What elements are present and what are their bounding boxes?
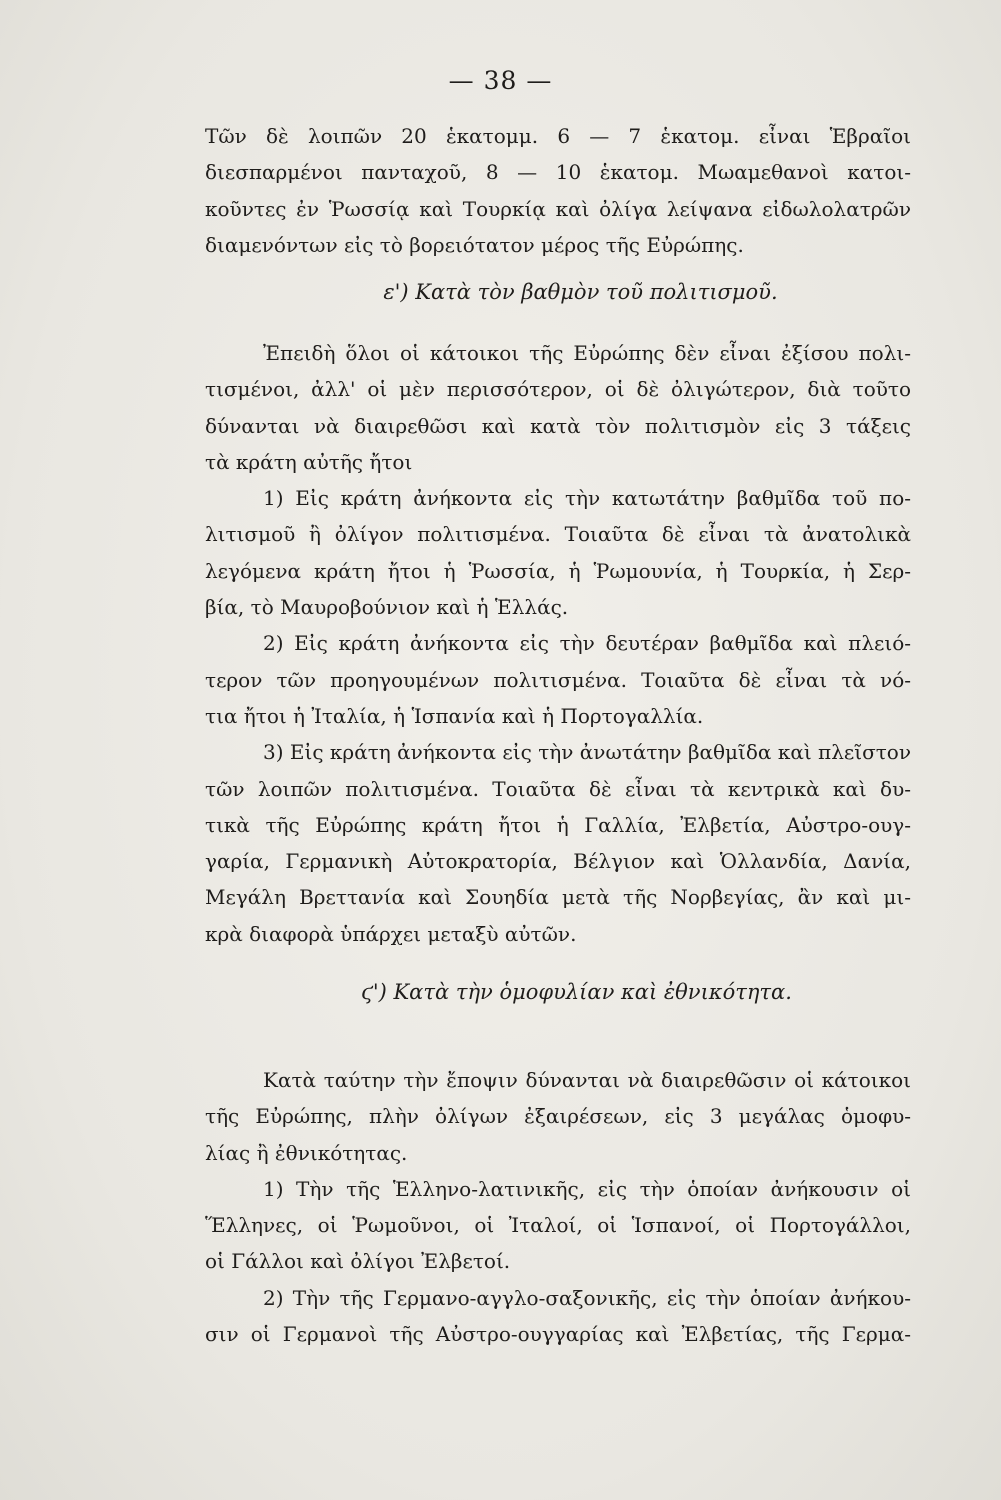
text-line: τῶν λοιπῶν πολιτισμένα. Τοιαῦτα δὲ εἶναι τὰ κεντρικὰ καὶ δυ- <box>205 776 911 801</box>
text-line: λιτισμοῦ ἢ ὀλίγον πολιτισμένα. Τοιαῦτα δὲ εἶναι τὰ ἀνατολικὰ <box>205 522 911 547</box>
text-line: τικὰ τῆς Εὐρώπης κράτη ἤτοι ἡ Γαλλία, Ἐλβετία, Αὐστρο-ουγ- <box>205 812 911 837</box>
list-item-line: 3) Εἰς κράτη ἀνήκοντα εἰς τὴν ἀνωτάτην βαθμῖδα καὶ πλεῖστον <box>263 740 911 765</box>
text-line: λεγόμενα κράτη ἤτοι ἡ Ῥωσσία, ἡ Ῥωμουνία, ἡ Τουρκία, ἡ Σερ- <box>205 558 911 583</box>
text-line: τισμένοι, ἀλλ' οἱ μὲν περισσότερον, οἱ δὲ ὀλιγώτερον, διὰ τοῦτο <box>205 377 911 402</box>
text-line: λίας ἢ ἐθνικότητας. <box>205 1140 408 1165</box>
paragraph-intro <box>205 118 911 263</box>
text-line: οἱ Γάλλοι καὶ ὀλίγοι Ἐλβετοί. <box>205 1249 511 1274</box>
text-line: Ἐπειδὴ ὅλοι οἱ κάτοικοι τῆς Εὐρώπης δὲν εἶναι ἐξίσου πολι- <box>263 341 911 365</box>
text-line: κρὰ διαφορὰ ὑπάρχει μεταξὺ αὐτῶν. <box>205 921 577 946</box>
text-line: διαμενόντων εἰς τὸ βορειότατον μέρος τῆς Εὐρώπης. <box>205 232 744 257</box>
section-ethnicity-body <box>205 1062 911 1352</box>
list-item-line: 1) Εἰς κράτη ἀνήκοντα εἰς τὴν κατωτάτην βαθμῖδα τοῦ πο- <box>263 486 911 511</box>
text-line: κοῦντες ἐν Ῥωσσίᾳ καὶ Τουρκίᾳ καὶ ὀλίγα λείψανα εἰδωλολατρῶν <box>205 196 911 221</box>
section-civilization-body <box>205 335 911 952</box>
text-line: Τῶν δὲ λοιπῶν 20 ἑκατομμ. 6 — 7 ἑκατομ. εἶναι Ἑβραῖοι <box>205 124 911 148</box>
text-line: Κατὰ ταύτην τὴν ἔποψιν δύνανται νὰ διαιρεθῶσιν οἱ κάτοικοι <box>263 1068 911 1092</box>
text-line: δύνανται νὰ διαιρεθῶσι καὶ κατὰ τὸν πολιτισμὸν εἰς 3 τάξεις <box>205 413 911 438</box>
page-number: — 38 — <box>448 66 553 95</box>
text-line: τερον τῶν προηγουμένων πολιτισμένα. Τοιαῦτα δὲ εἶναι τὰ νό- <box>205 667 911 692</box>
text-line: διεσπαρμένοι πανταχοῦ, 8 — 10 ἑκατομ. Μωαμεθανοὶ κατοι- <box>205 160 911 185</box>
list-item-line: 2) Τὴν τῆς Γερμανο-αγγλο-σαξονικῆς, εἰς τὴν ὁποίαν ἀνήκου- <box>263 1285 911 1310</box>
text-line: τῆς Εὐρώπης, πλὴν ὀλίγων ἐξαιρέσεων, εἰς 3 μεγάλας ὁμοφυ- <box>205 1104 911 1129</box>
text-line: τὰ κράτη αὐτῆς ἤτοι <box>205 449 413 474</box>
list-item-line: 2) Εἰς κράτη ἀνήκοντα εἰς τὴν δευτέραν βαθμῖδα καὶ πλειό- <box>263 631 911 656</box>
text-line: Μεγάλη Βρεττανία καὶ Σουηδία μετὰ τῆς Νορβεγίας, ἂν καὶ μι- <box>205 885 911 910</box>
text-line: γαρία, Γερμανικὴ Αὐτοκρατορία, Βέλγιον καὶ Ὁλλανδία, Δανία, <box>205 849 911 874</box>
section-heading-civilization: ε') Κατὰ τὸν βαθμὸν τοῦ πολιτισμοῦ. <box>383 280 778 304</box>
section-heading-ethnicity: ϛ') Κατὰ τὴν ὁμοφυλίαν καὶ ἐθνικότητα. <box>361 980 792 1004</box>
text-line: τια ἤτοι ἡ Ἰταλία, ἡ Ἱσπανία καὶ ἡ Πορτογαλλία. <box>205 703 704 728</box>
list-item-line: 1) Τὴν τῆς Ἑλληνο-λατινικῆς, εἰς τὴν ὁποίαν ἀνήκουσιν οἱ <box>263 1176 911 1201</box>
text-line: σιν οἱ Γερμανοὶ τῆς Αὐστρο-ουγγαρίας καὶ Ἐλβετίας, τῆς Γερμα- <box>205 1322 911 1347</box>
text-line: Ἕλληνες, οἱ Ῥωμοῦνοι, οἱ Ἰταλοί, οἱ Ἱσπανοί, οἱ Πορτογάλλοι, <box>205 1213 911 1238</box>
text-line: βία, τὸ Μαυροβούνιον καὶ ἡ Ἑλλάς. <box>205 595 569 620</box>
